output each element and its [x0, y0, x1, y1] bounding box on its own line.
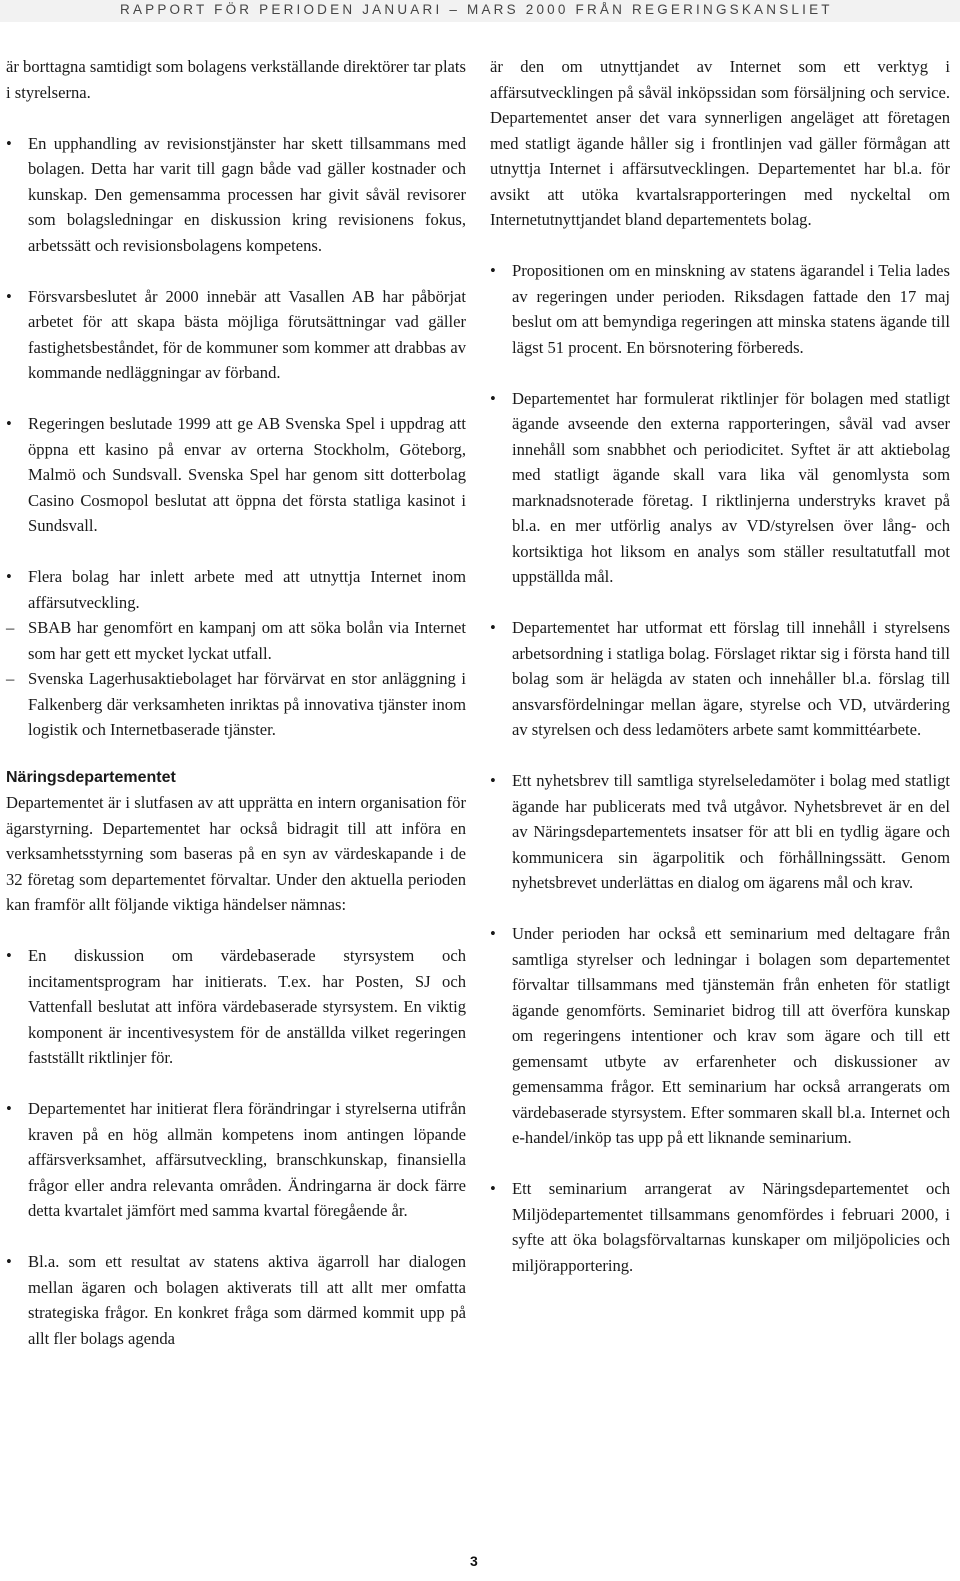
right-column: [490, 54, 950, 1304]
paragraph-continuation: är borttagna samtidigt som bolagens verkställande direktörer tar plats i styrelserna.: [6, 57, 466, 102]
dash-list-item: – Svenska Lagerhusaktiebolaget har förvärvat en stor anläggning i Falkenberg där verksamheten inriktas på innovativa tjänster inom logistik och Internetbaserade tjänster.: [6, 666, 466, 743]
list-item: • Departementet har initierat flera förändringar i styrelserna utifrån kraven på en hög allmän kompetens inom antingen löpande affärsverksamhet, affärsutveckling, branschkunskap, finansiella frågor eller andra relevanta områden. Ändringarna är dock färre detta kvartalet jämfört med samma kvartal föregående år.: [6, 1096, 466, 1224]
bullet-list: [6, 131, 466, 743]
list-item: • Propositionen om en minskning av statens ägarandel i Telia lades av regeringen under perioden. Riksdagen fattade den 17 maj beslut om att bemyndiga regeringen att minska statens ägande till lägst 51 procent. En börsnotering förbereds.: [490, 258, 950, 360]
section-heading: Näringsdepartementet: [6, 768, 176, 786]
list-item: • En diskussion om värdebaserade styrsystem och incitamentsprogram har initierats. T.ex. har Posten, SJ och Vattenfall beslutat att införa värdebaserade styrsystem. En viktig komponent är incentivesystem för de anställda vilket regeringen fastställt riktlinjer för.: [6, 943, 466, 1071]
list-item: • Försvarsbeslutet år 2000 innebär att Vasallen AB har påbörjat arbetet för att skapa bästa möjliga förutsättningar vad gäller fastighetsbeståndet, för de kommuner som kommer att drabbas av kommande nedläggningar av förband.: [6, 284, 466, 386]
list-item: • Departementet har formulerat riktlinjer för bolagen med statligt ägande avseende den externa rapporteringen, såväl vad avser innehåll som snabbhet och periodicitet. Syftet är att aktiebolag med statligt ägande skall vara lika väl genomlysta som marknadsnoterade företag. I riktlinjerna understryks kravet på bl.a. en mer utförlig analys av VD/styrelsen över lång- och kortsiktiga hot liksom en analys som ställer resultatutfall mot uppställda mål.: [490, 386, 950, 590]
list-item: • Bl.a. som ett resultat av statens aktiva ägarroll har dialogen mellan ägaren och bolagen aktiverats till att allt mer omfatta strategiska frågor. En konkret fråga som därmed kommit upp på allt fler bolags agenda: [6, 1249, 466, 1351]
page-number: 3: [470, 1553, 478, 1569]
running-header: [0, 0, 960, 22]
list-item: • Ett nyhetsbrev till samtliga styrelseledamöter i bolag med statligt ägande har publicerats med två utgåvor. Nyhetsbrevet är en del av Näringsdepartementets insatser för att bli en tydlig ägare och kommunicera sin ägarpolitik och förhållningssätt. Genom nyhetsbrevet underlättas en dialog om ägarens mål och krav.: [490, 768, 950, 896]
list-item: • Under perioden har också ett seminarium med deltagare från samtliga styrelser och ledningar i bolagen som departementet förvaltar tillsammans med tjänstemän från enheten för statligt ägande genomförts. Seminariet bidrog till att överföra kunskap om regeringens intentioner och krav som ägare och till ett gemensamt utbyte av erfarenheter och diskussioner av gemensamma frågor. Ett seminarium har också arrangerats om värdebaserade styrsystem. Efter sommaren skall bl.a. Internet och e-handel/inköp tas upp på ett liknande seminarium.: [490, 921, 950, 1151]
list-item: • En upphandling av revisionstjänster har skett tillsammans med bolagen. Detta har varit till gagn både vad gäller kostnader och kunskap. Den gemensamma processen har givit såväl revisorer som bolagsledningar en diskussion kring revisionens fokus, arbetssätt och revisionsbolagens kompetens.: [6, 131, 466, 259]
bullet-list: [490, 258, 950, 1278]
list-item: • Ett seminarium arrangerat av Näringsdepartementet och Miljödepartementet tillsammans genomfördes i februari 2000, i syfte att öka bolagsförvaltarnas kunskaper om miljöpolicies och miljörapportering.: [490, 1176, 950, 1278]
list-item: • Departementet har utformat ett förslag till innehåll i styrelsens arbetsordning i statliga bolag. Förslaget riktar sig i första hand till bolag som är helägda av staten och innehåller bl.a. förslag till ansvarsfördelningar mellan ägare, styrelse och VD, utvärdering av styrelsen och dess ledamöters arbete samt kommittéarbete.: [490, 615, 950, 743]
section-intro: Departementet är i slutfasen av att upprätta en intern organisation för ägarstyrning. Departementet har också bidragit till att införa en verksamhetsstyrning som baseras på en syn av värdeskapande i de 32 företag som departementet förvaltar. Under den aktuella perioden kan framför allt följande viktiga händelser nämnas:: [6, 793, 466, 914]
list-item: • Flera bolag har inlett arbete med att utnyttja Internet inom affärsutveckling.: [6, 564, 466, 615]
dash-list-item: – SBAB har genomfört en kampanj om att söka bolån via Internet som har gett ett mycket lyckat utfall.: [6, 615, 466, 666]
list-item: • Regeringen beslutade 1999 att ge AB Svenska Spel i uppdrag att öppna ett kasino på envar av orterna Stockholm, Göteborg, Malmö och Sundsvall. Svenska Spel har genom sitt dotterbolag Casino Cosmopol beslutat att öppna det första statliga kasinot i Sundsvall.: [6, 411, 466, 539]
left-column: [6, 54, 466, 1377]
running-header-title: RAPPORT FÖR PERIODEN JANUARI – MARS 2000 FRÅN REGERINGSKANSLIET: [120, 2, 833, 17]
bullet-list: [6, 943, 466, 1351]
paragraph-continuation: är den om utnyttjandet av Internet som ett verktyg i affärsutvecklingen på såväl inköpssidan som försäljning och service. Departementet anser det vara synnerligen angeläget att företagen med statligt ägande håller sig i frontlinjen vad gäller förmågan att utnyttja Internet i affärsutvecklingen. Departementet har bl.a. för avsikt att utöka kvartalsrapporteringen med nyckeltal om Internetutnyttjandet bland departementets bolag.: [490, 57, 950, 229]
